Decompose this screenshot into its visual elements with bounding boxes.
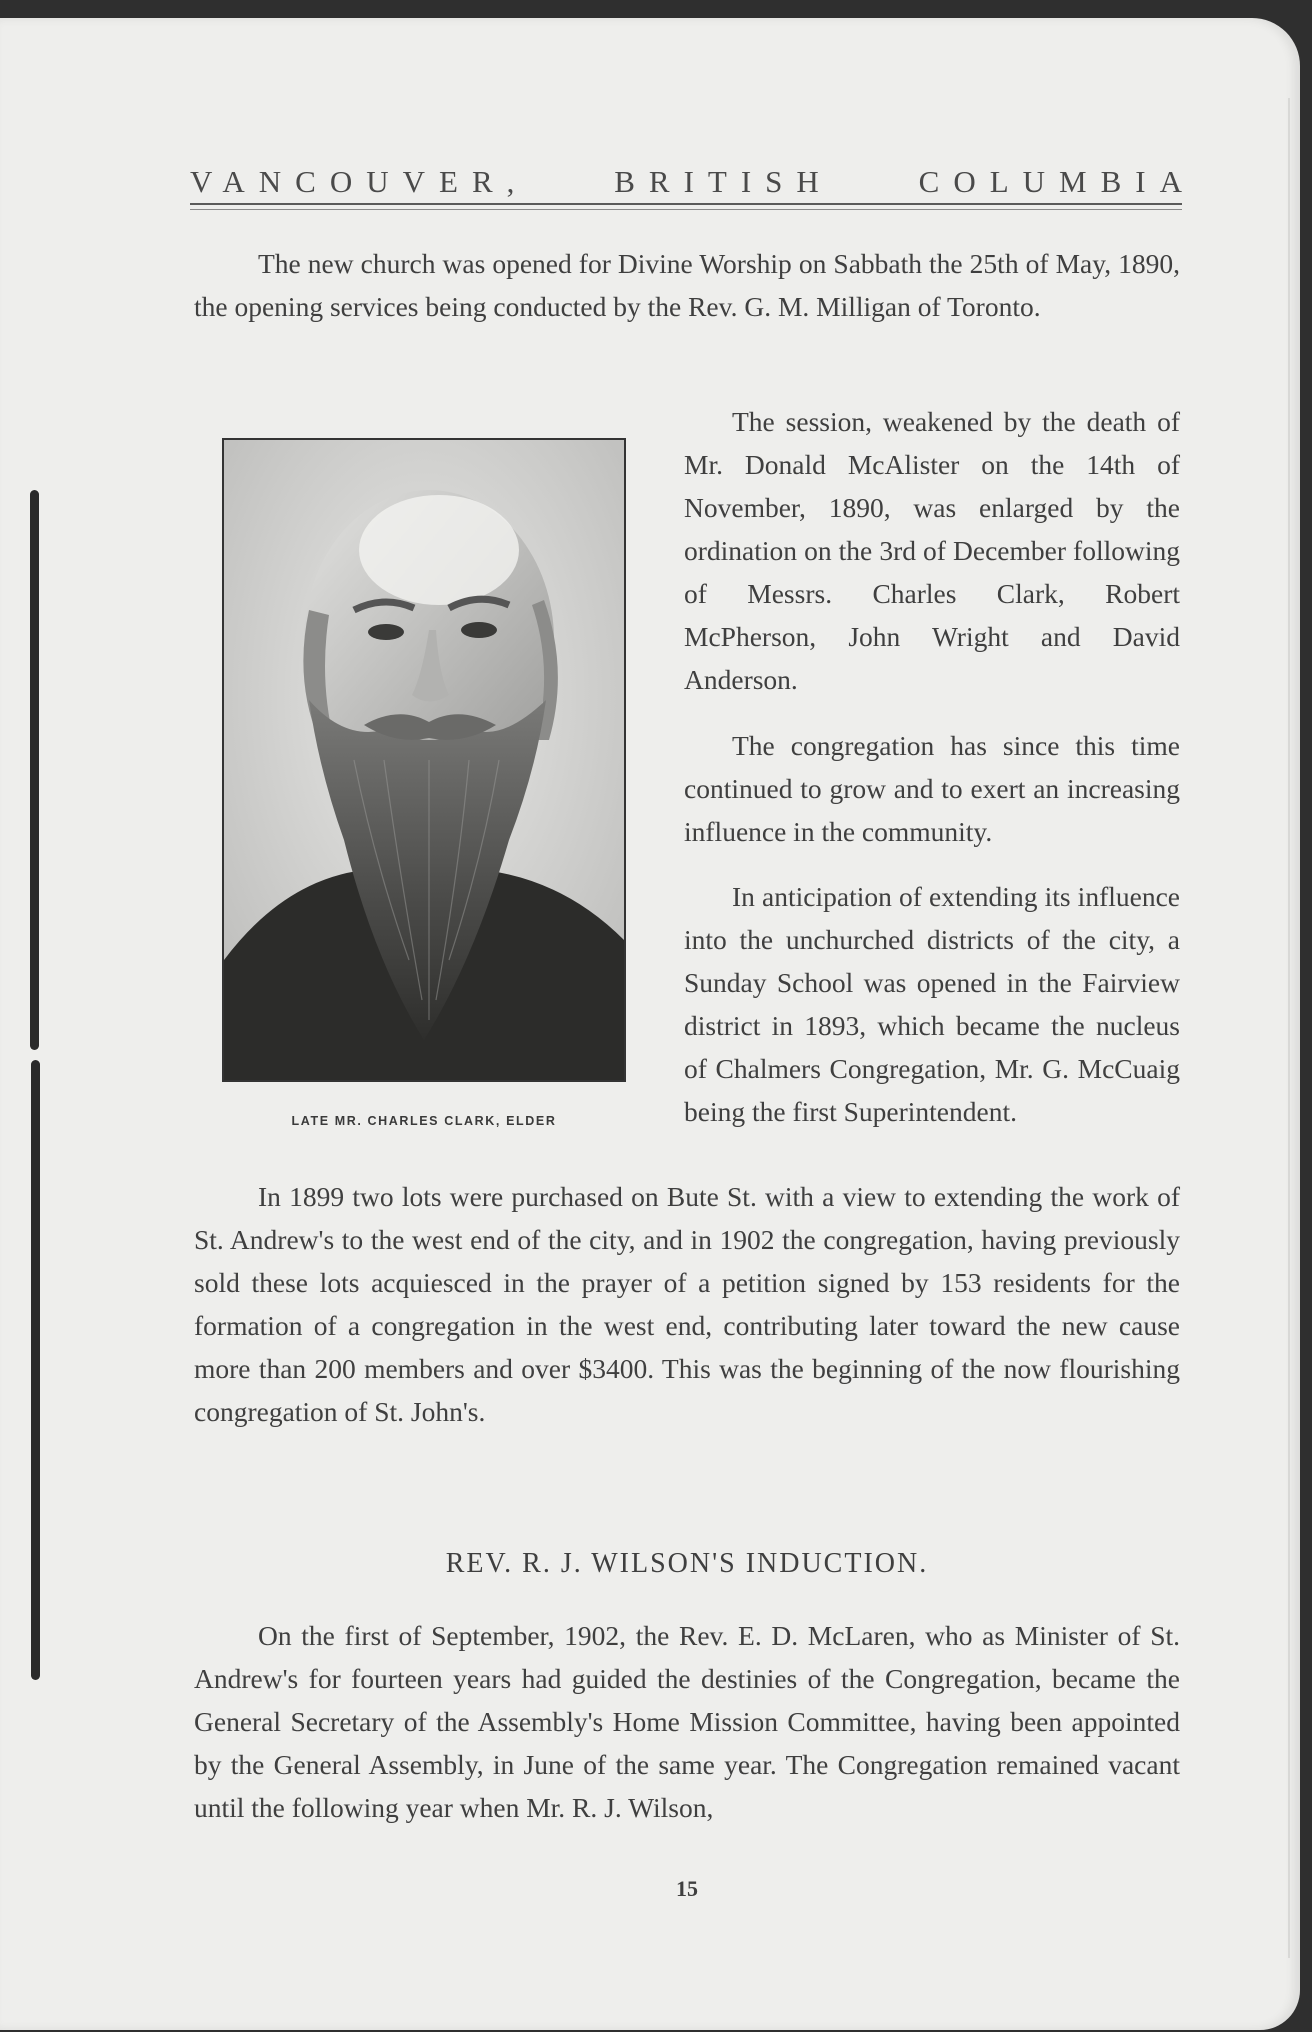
photo-caption: LATE MR. CHARLES CLARK, ELDER	[291, 1114, 557, 1128]
running-head-middle: BRITISH	[614, 164, 833, 199]
paragraph-bute-street: In 1899 two lots were purchased on Bute St. with a view to extending the work of St. Andrew's to the west end of the city, and in 1902 the congregation, having previously sold these lots acquiesced in the prayer of a petition signed by 153 residents for the formation of a congregation in the west end, contributing later toward the new cause more than 200 members and over $3400. This was the beginning of the now flourishing congregation of St. John's.	[194, 1181, 1180, 1427]
paragraph-session: The session, weakened by the death of Mr. Donald McAlister on the 14th of November, 1890, was enlarged by the ordination on the 3rd of December following of Messrs. Charles Clark, Robert McPherson, John Wright and David Anderson.	[684, 406, 1180, 695]
binding-segment-upper	[30, 490, 39, 1050]
binding-stitch	[30, 490, 42, 1680]
portrait-photo	[222, 438, 626, 1082]
portrait-image	[224, 440, 624, 1080]
page-number: 15	[676, 1876, 698, 1901]
paragraph-sunday-school: In anticipation of extending its influence into the unchurched districts of the city, a Sunday School was opened in the Fairview district in 1893, which became the nucleus of Chalmers Congregation, Mr. G. McCuaig being the first Superintendent.	[684, 881, 1180, 1127]
paragraph-congregation-growth: The congregation has since this time continued to grow and to exert an increasing influence in the community.	[684, 730, 1180, 847]
running-head	[190, 164, 1196, 200]
paragraph-church-opening: The new church was opened for Divine Worship on Sabbath the 25th of May, 1890, the opening services being conducted by the Rev. G. M. Milligan of Toronto.	[194, 248, 1180, 322]
header-rule-thick	[190, 203, 1182, 205]
paragraph-wilson-induction: On the first of September, 1902, the Rev. E. D. McLaren, who as Minister of St. Andrew's for fourteen years had guided the destinies of the Congregation, became the General Secretary of the Assembly's Home Mission Committee, having been appointed by the General Assembly, in June of the same year. The Congregation remained vacant until the following year when Mr. R. J. Wilson,	[194, 1620, 1180, 1823]
binding-segment-lower	[31, 1060, 40, 1680]
running-head-left: VANCOUVER,	[190, 164, 529, 199]
page-edge	[1288, 98, 1290, 1958]
header-rule-thin	[190, 209, 1182, 210]
section-heading: REV. R. J. WILSON'S INDUCTION.	[445, 1548, 929, 1579]
running-head-right: COLUMBIA	[918, 164, 1196, 199]
